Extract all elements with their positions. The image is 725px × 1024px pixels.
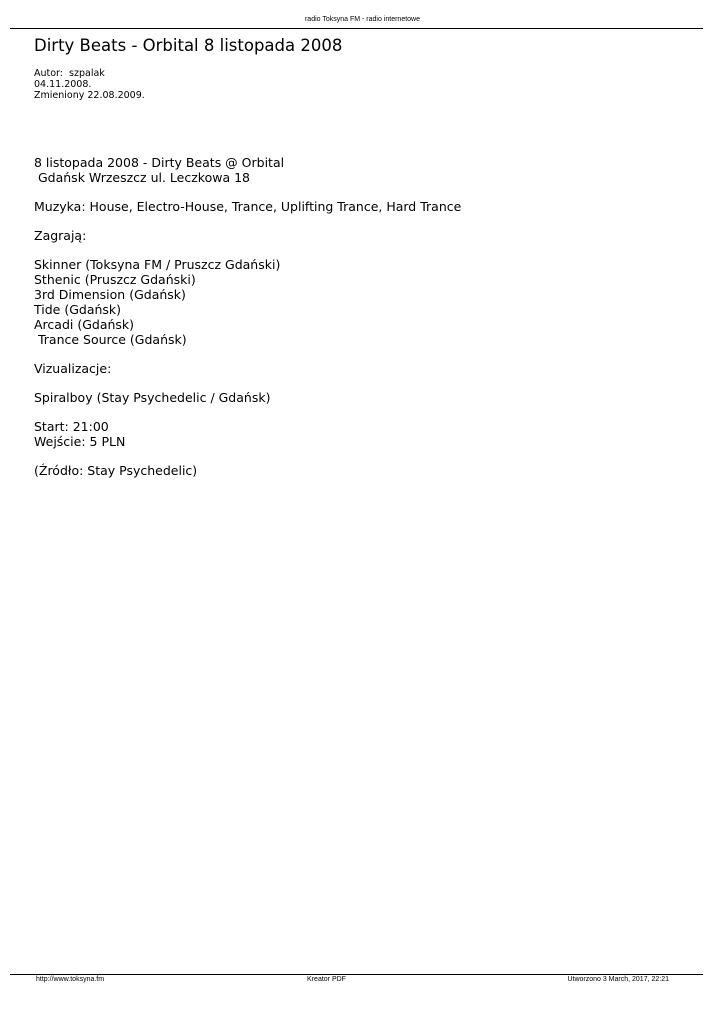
start-time: Start: 21:00	[34, 419, 109, 434]
article-title: Dirty Beats - Orbital 8 listopada 2008	[34, 36, 343, 55]
event-line: 8 listopada 2008 - Dirty Beats @ Orbital	[34, 155, 285, 170]
dj-list-item: Skinner (Toksyna FM / Pruszcz Gdański)	[34, 257, 281, 272]
header-divider	[10, 28, 703, 29]
dj-list-item: Trance Source (Gdańsk)	[34, 332, 187, 347]
publish-date: 04.11.2008.	[34, 79, 92, 90]
footer-generator: Kreator PDF	[307, 976, 346, 983]
author-line: Autor: szpalak	[34, 68, 105, 79]
playing-heading: Zagrają:	[34, 228, 87, 243]
dj-list-item: 3rd Dimension (Gdańsk)	[34, 287, 186, 302]
source-line: (Źródło: Stay Psychedelic)	[34, 463, 198, 478]
article-body	[34, 155, 461, 478]
article-meta	[34, 68, 145, 101]
entry-price: Wejście: 5 PLN	[34, 434, 126, 449]
visuals-line: Spiralboy (Stay Psychedelic / Gdańsk)	[34, 390, 271, 405]
dj-list-item: Sthenic (Pruszcz Gdański)	[34, 272, 196, 287]
modified-date: Zmieniony 22.08.2009.	[34, 90, 145, 101]
footer-divider	[10, 974, 703, 975]
location-line: Gdańsk Wrzeszcz ul. Leczkowa 18	[34, 170, 250, 185]
music-line: Muzyka: House, Electro-House, Trance, Uplifting Trance, Hard Trance	[34, 199, 462, 214]
footer-created-date: Utworzono 3 March, 2017, 22:21	[567, 976, 669, 983]
visuals-heading: Vizualizacje:	[34, 361, 112, 376]
page-header: radio Toksyna FM - radio internetowe	[304, 16, 421, 23]
dj-list-item: Arcadi (Gdańsk)	[34, 317, 135, 332]
dj-list-item: Tide (Gdańsk)	[34, 302, 122, 317]
footer-url-link[interactable]: http://www.toksyna.fm	[36, 976, 105, 983]
